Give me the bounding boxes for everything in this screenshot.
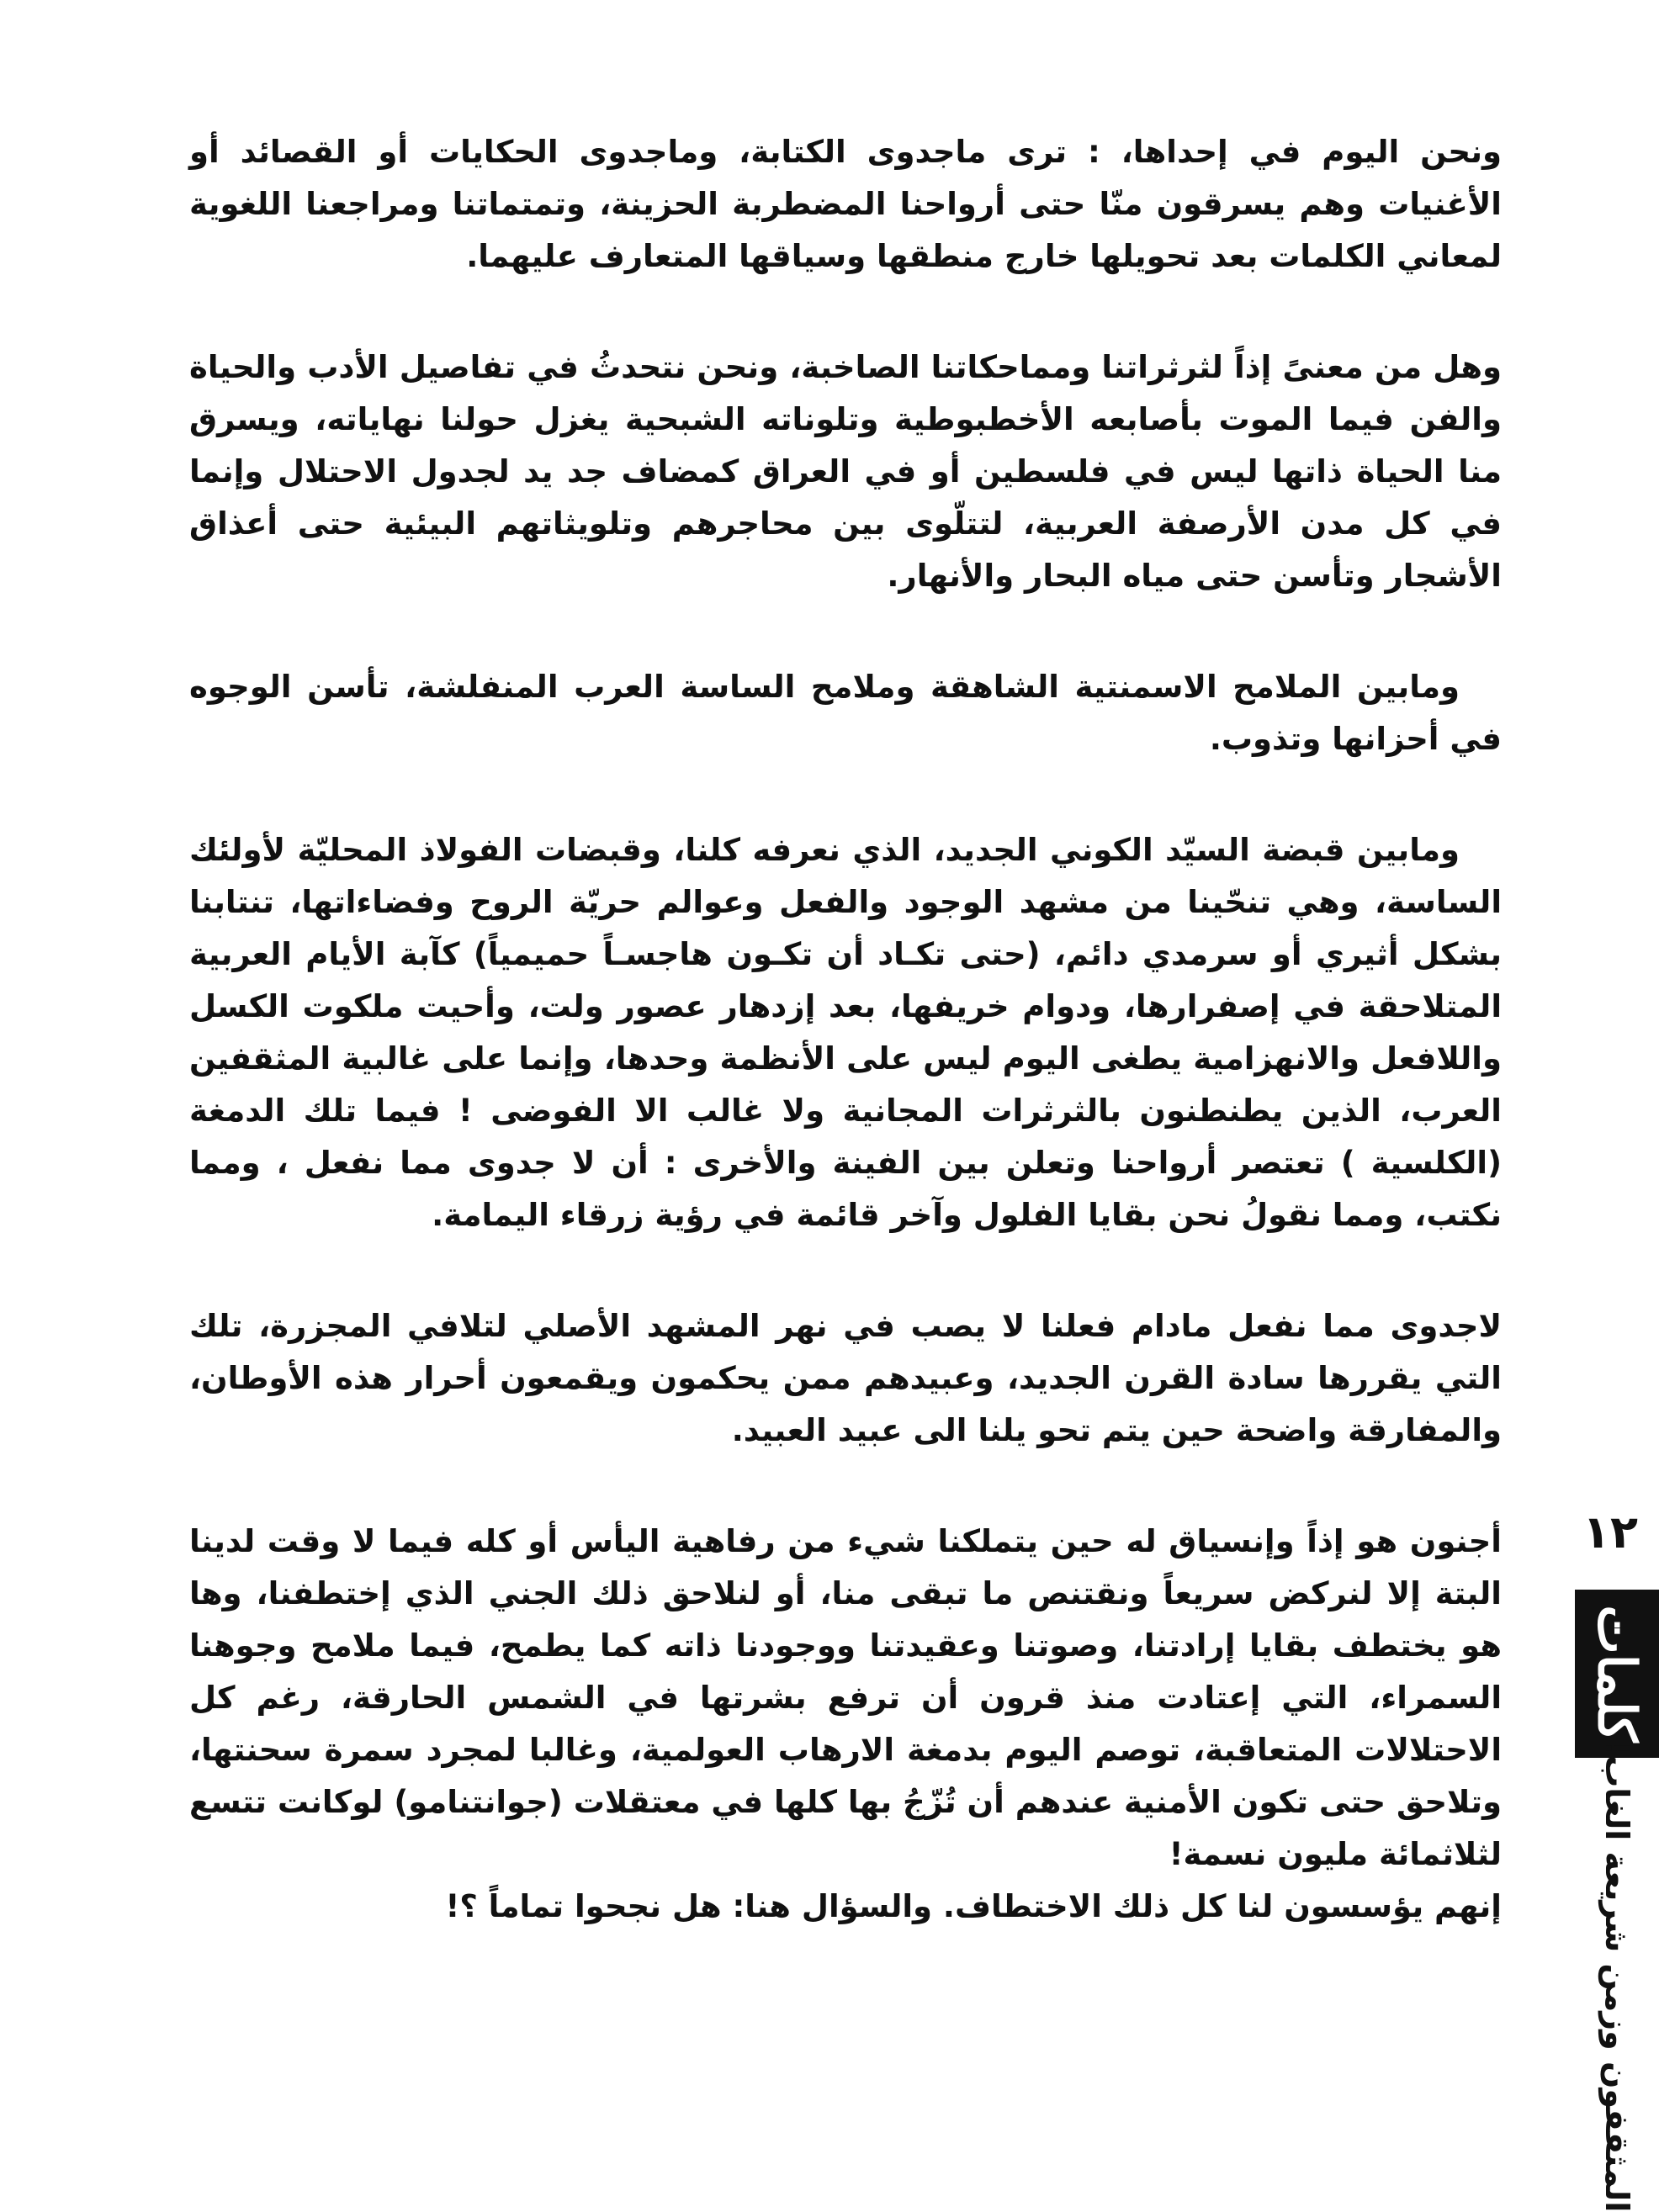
running-title-text: المثقفون وزمن شريعة الغاب! (1598, 1740, 1635, 2212)
paragraph-1: ونحن اليوم في إحداها، : ترى ماجدوى الكتابة، وماجدوى الحكايات أو القصائد أو الأغنيات وهم يسرقون منّا حتى أرواحنا المضطربة الحزينة، وتمتماتنا ومراجعنا اللغوية لمعاني الكلمات بعد تحويلها خارج منطقها وسياقها المتعارف عليهما. (189, 134, 1502, 274)
page-number: ١٢ (1582, 1506, 1638, 1558)
paragraph-4: ومابين قبضة السيّد الكوني الجديد، الذي نعرفه كلنا، وقبضات الفولاذ المحليّة لأولئك الساسة، وهي تنحّينا من مشهد الوجود والفعل وعوالم حريّة الروح وفضاءاتها، تنتابنا بشكل أثيري أو سرمدي دائم، (حتى تكـاد أن تكـون هاجسـاً حميمياً) كآبة الأيام العربية المتلاحقة في إصفرارها، ودوام خريفها، بعد إزدهار عصور ولت، وأحيت ملكوت الكسل واللافعل والانهزامية يطغى اليوم ليس على الأنظمة وحدها، وإنما على غالبية المثقفين العرب، الذين يطنطنون بالثرثرات المجانية ولا غالب الا الفوضى ! فيما تلك الدمغة (الكلسية ) تعتصر أرواحنا وتعلن بين الفينة والأخرى : أن لا جدوى مما نفعل ، ومما نكتب، ومما نقولُ نحن بقايا الفلول وآخر قائمة في رؤية زرقاء اليمامة. (189, 832, 1502, 1233)
side-margin (1558, 1506, 1659, 2212)
paragraph-6: أجنون هو إذاً وإنسياق له حين يتملكنا شيء من رفاهية اليأس أو كله فيما لا وقت لدينا البتة إلا لنركض سريعاً ونقتنص ما تبقى منا، أو لنلاحق ذلك الجني الذي إختطفنا، وها هو يختطف بقايا إرادتنا، وصوتنا وعقيدتنا ووجودنا ذاته كما يطمح، فيما ملامح وجوهنا السمراء، التي إعتادت منذ قرون أن ترفع بشرتها في الشمس الحارقة، رغم كل الاحتلالات المتعاقبة، توصم اليوم بدمغة الارهاب العولمية، وغالبا لمجرد سمرة سحنتها، وتلاحق حتى تكون الأمنية عندهم أن تُزّجُ بها كلها في معتقلات (جوانتنامو) لوكانت تتسع لثلاثمائة مليون نسمة! (189, 1523, 1502, 1872)
paragraph-3: ومابين الملامح الاسمنتية الشاهقة وملامح الساسة العرب المنفلشة، تأسن الوجوه في أحزانها وتذوب. (189, 669, 1502, 757)
article-body (189, 126, 1502, 1933)
paragraph-5: لاجدوى مما نفعل مادام فعلنا لا يصب في نهر المشهد الأصلي لتلافي المجزرة، تلك التي يقررها سادة القرن الجديد، وعبيدهم ممن يحكمون ويقمعون أحرار هذه الأوطان، والمفارقة واضحة حين يتم تحو يلنا الى عبيد العبيد. (189, 1308, 1502, 1448)
paragraph-2: وهل من معنىً إذاً لثرثراتنا ومماحكاتنا الصاخبة، ونحن نتحدثُ في تفاصيل الأدب والحياة والفن فيما الموت بأصابعه الأخطبوطية وتلوناته الشبحية يغزل حولنا نهاياته، ويسرق منا الحياة ذاتها ليس في فلسطين أو في العراق كمضاف جد يد لجدول الاحتلال وإنما في كل مدن الأرصفة العربية، لتتلّوى بين محاجرهم وتلويثاتهم البيئية حتى أعذاق الأشجار وتأسن حتى مياه البحار والأنهار. (189, 349, 1502, 594)
magazine-logo (1575, 1590, 1659, 1758)
logo-text: كلمات (1586, 1605, 1648, 1743)
paragraph-7: إنهم يؤسسون لنا كل ذلك الاختطاف. والسؤال هنا: هل نجحوا تماماً ؟! (445, 1888, 1502, 1924)
running-title (1575, 1740, 1659, 2212)
